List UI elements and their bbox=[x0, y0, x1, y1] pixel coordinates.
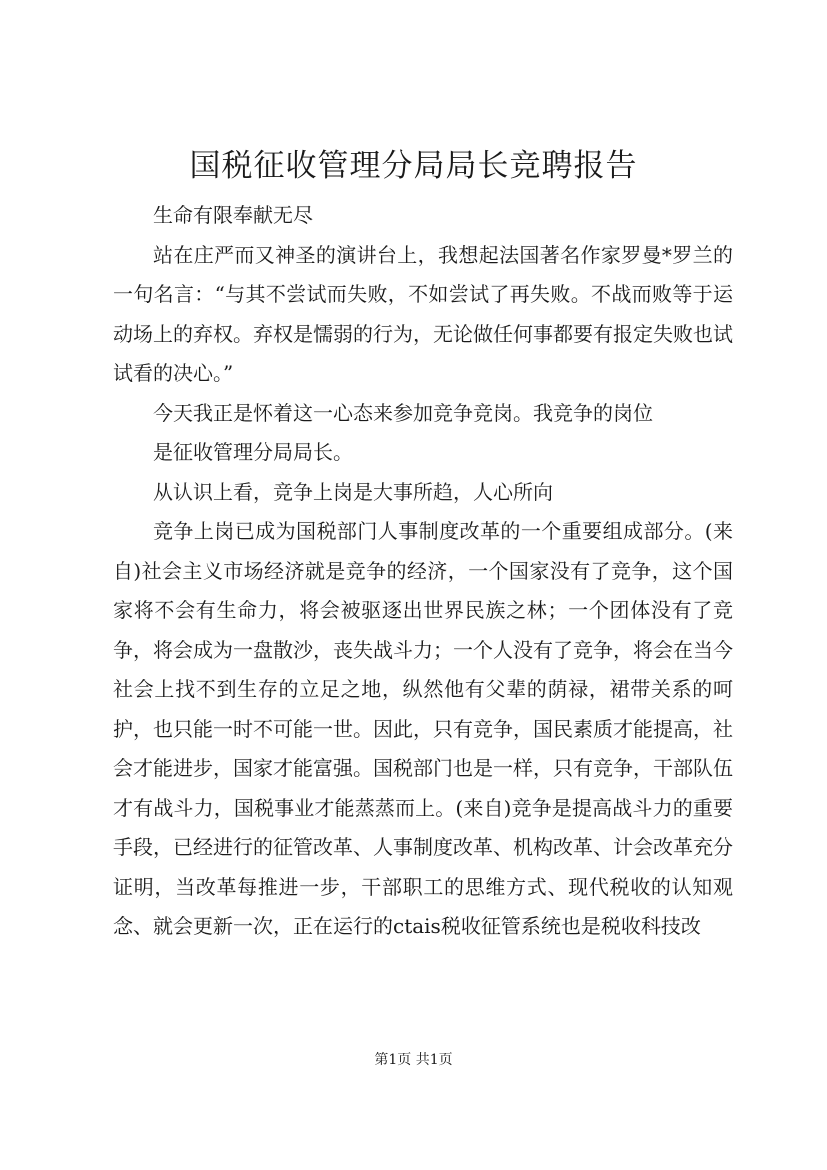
paragraph-1: 生命有限奉献无尽 bbox=[153, 203, 313, 227]
paragraph-6: 竞争上岗已成为国税部门人事制度改革的一个重要组成部分。(来自)社会主义市场经济就是竞争的经济，一个国家没有了竞争，这个国家将不会有生命力，将会被驱逐出世界民族之林；一个团体没有了竞争，将会成为一盘散沙，丧失战斗力；一个人没有了竞争，将会在当今社会上找不到生存的立足之地，纵然他有父辈的荫禄，裙带关系的呵护，也只能一时不可能一世。因此，只有竞争，国民素质才能提高，社会才能进步，国家才能富强。国税部门也是一样，只有竞争，干部队伍才有战斗力，国税事业才能蒸蒸而上。(来自)竞争是提高战斗力的重要手段，已经进行的征管改革、人事制度改革、机构改革、计会改革充分证明，当改革每推进一步，干部职工的思维方式、现代税收的认知观念、就会更新一次，正在运行的ctais税收征管系统也是税收科技改 bbox=[113, 519, 733, 938]
document-body bbox=[113, 196, 733, 947]
paragraph-2: 站在庄严而又神圣的演讲台上，我想起法国著名作家罗曼*罗兰的一句名言：“与其不尝试而失败，不如尝试了再失败。不战而败等于运动场上的弃权。弃权是懦弱的行为，无论做任何事都要有报定失败也试试看的决心。” bbox=[113, 242, 733, 385]
paragraph-5: 从认识上看，竞争上岗是大事所趋，人心所向 bbox=[153, 479, 553, 504]
page-footer: 第1页 共1页 bbox=[374, 1052, 453, 1068]
paragraph-4: 是征收管理分局局长。 bbox=[153, 440, 353, 464]
paragraph-3: 今天我正是怀着这一心态来参加竞争竞岗。我竞争的岗位 bbox=[153, 400, 653, 425]
document-title: 国税征收管理分局局长竞聘报告 bbox=[189, 148, 638, 184]
